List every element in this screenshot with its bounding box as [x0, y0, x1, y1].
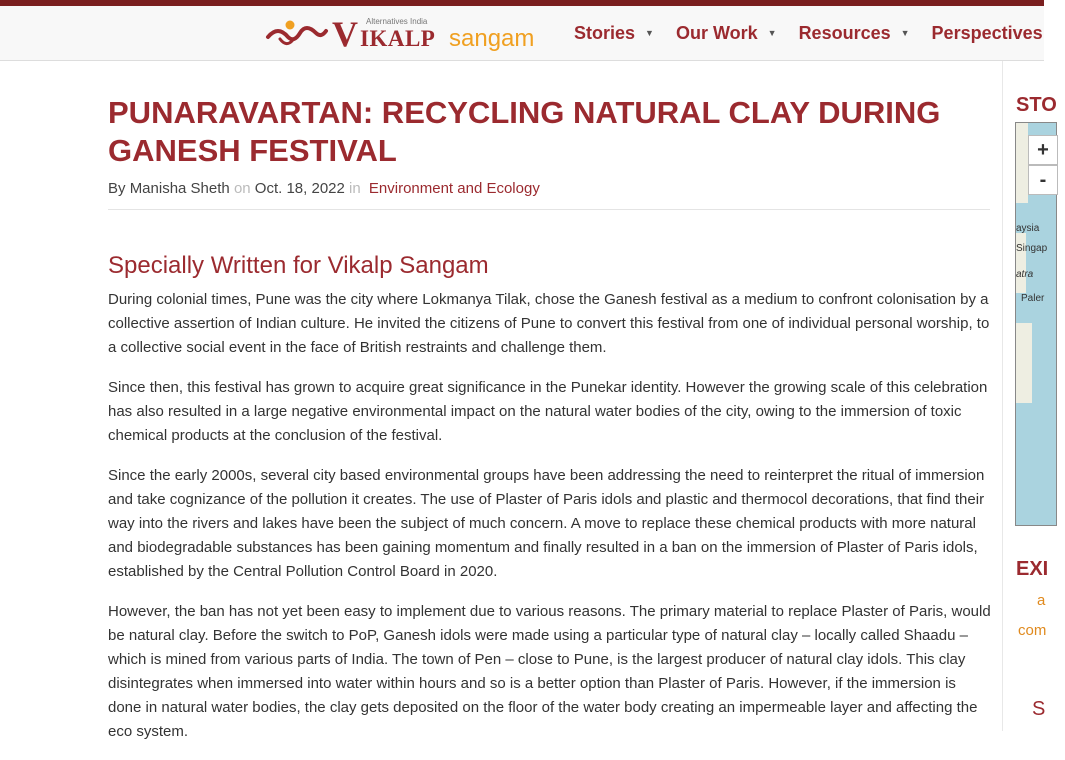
- sidebar-heading-explore: EXI: [1016, 558, 1049, 580]
- article-paragraph: Since then, this festival has grown to acquire great significance in the Punekar identity. However the growing scale of this celebration has also resulted in a large negative environmental impact on the natural water bodies of the city, owing to the immersion of toxic chemical products at the conclusion of the festival.: [108, 379, 988, 444]
- article-byline: [108, 180, 990, 210]
- nav-item-label: Perspectives: [931, 22, 1043, 43]
- article-date: Oct. 18, 2022: [254, 180, 345, 197]
- logo-sangam: sangam: [449, 25, 535, 52]
- in-label: in: [349, 180, 361, 197]
- on-label: on: [233, 180, 251, 197]
- sidebar-text[interactable]: a: [1037, 592, 1046, 609]
- by-label: By: [108, 180, 126, 197]
- article-paragraph: Since the early 2000s, several city based environmental groups have been addressing the need to reinterpret the ritual of immersion and take cognizance of the pollution it creates. The use of Plaster of Paris idols and plastic and thermocol decorations, that find their way into the rivers and lakes have been the subject of much concern. A move to replace these chemical products with more natural and biodegradable substances has been gaining momentum and finally resulted in a ban on the immersion of Plaster of Paris idols, established by the Central Pollution Control Board in 2020.: [108, 467, 985, 580]
- nav-item-our-work[interactable]: [676, 23, 777, 44]
- logo-ikalp: IKALP: [360, 26, 436, 51]
- author-name[interactable]: Manisha Sheth: [129, 180, 230, 197]
- category-link[interactable]: Environment and Ecology: [368, 180, 540, 197]
- nav-item-stories[interactable]: [574, 23, 654, 44]
- map-land: [1016, 233, 1026, 293]
- zoom-out-button[interactable]: -: [1028, 165, 1058, 195]
- article-title: PUNARAVARTAN: RECYCLING NATURAL CLAY DURING GANESH FESTIVAL: [108, 95, 941, 168]
- sidebar-text[interactable]: com: [1018, 622, 1047, 639]
- map-land: [1016, 123, 1028, 203]
- caret-down-icon: ▼: [645, 28, 654, 38]
- article-body: [108, 288, 992, 760]
- article-paragraph: During colonial times, Pune was the city where Lokmanya Tilak, chose the Ganesh festival as a medium to confront colonisation by a collective assertion of Indian culture. He invited the citizens of Pune to convert this festival from one of individual personal worship, to a collective social event in the face of British restraints and challenge them.: [108, 291, 990, 356]
- map-label: atra: [1016, 269, 1034, 280]
- map-label: aysia: [1016, 223, 1040, 234]
- map-label: Singap: [1016, 243, 1048, 254]
- logo-v: V: [332, 14, 358, 54]
- stories-map[interactable]: [1015, 122, 1057, 526]
- article-subtitle: Specially Written for Vikalp Sangam: [108, 252, 489, 279]
- sidebar-text: S: [1032, 698, 1046, 720]
- bird-logo-icon: [266, 19, 328, 49]
- zoom-in-button[interactable]: +: [1028, 135, 1058, 165]
- map-land: [1016, 323, 1032, 403]
- logo-tagline: Alternatives India: [366, 17, 428, 26]
- nav-item-perspectives[interactable]: [932, 23, 1043, 44]
- main-nav: [574, 6, 1065, 60]
- sidebar-heading-stories: STO: [1016, 94, 1057, 116]
- sidebar: [1015, 60, 1057, 731]
- article-paragraph: However, the ban has not yet been easy to implement due to various reasons. The primary material to replace Plaster of Paris, would be natural clay. Before the switch to PoP, Ganesh idols were made using a particular type of natural clay – locally called Shaadu – which is mined from various parts of India. The town of Pen – close to Pune, is the largest producer of natural clay idols. This clay disintegrates when immersed into water within hours and so is a better option than Plaster of Paris. However, if the immersion is done in natural water bodies, the clay gets deposited on the floor of the water body creating an impermeable layer and affecting the eco system.: [108, 603, 991, 740]
- nav-item-label: Our Work: [675, 22, 758, 43]
- nav-item-resources[interactable]: [799, 23, 910, 44]
- caret-down-icon: ▼: [767, 28, 777, 38]
- nav-item-label: Resources: [798, 22, 891, 43]
- nav-item-label: Stories: [574, 22, 636, 43]
- map-label: Paler: [1021, 293, 1045, 304]
- sidebar-divider: [1002, 61, 1003, 731]
- site-logo[interactable]: [266, 16, 546, 56]
- caret-down-icon: ▼: [900, 28, 910, 38]
